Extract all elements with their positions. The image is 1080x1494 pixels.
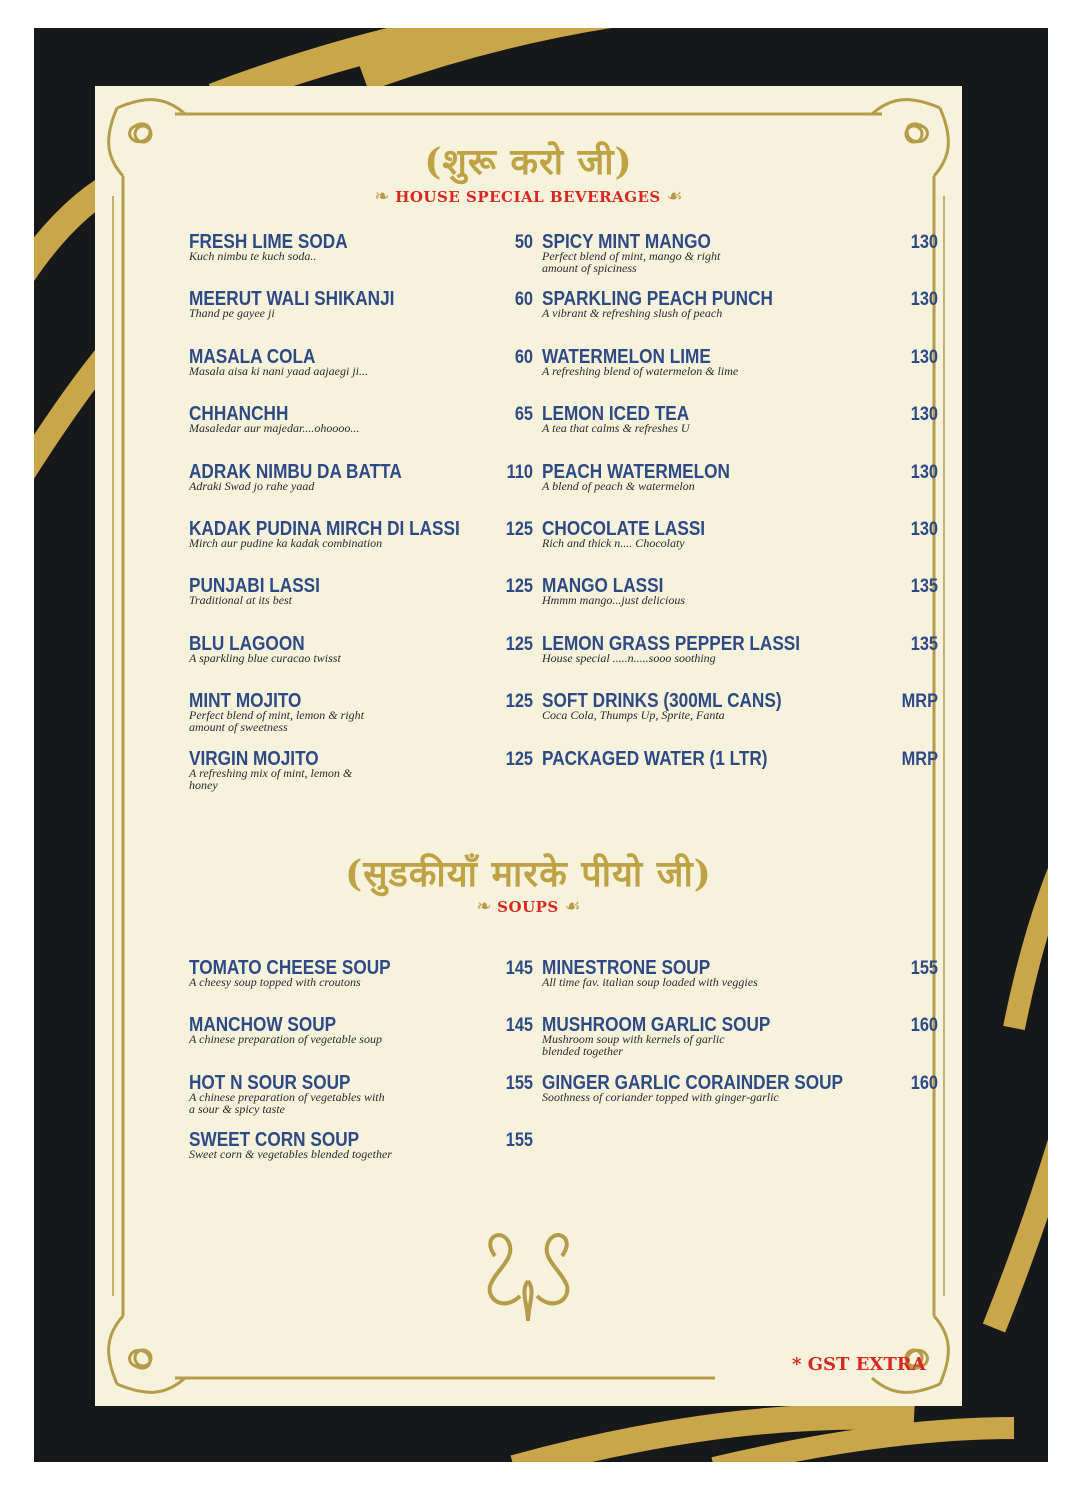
menu-item-price: MRP	[901, 691, 938, 713]
menu-item	[189, 1015, 382, 1045]
menu-item	[189, 1073, 385, 1115]
menu-item-name: PUNJABI LASSI	[189, 575, 320, 598]
menu-item-description: A chinese preparation of vegetables with a sour & spicy taste	[189, 1089, 385, 1116]
menu-item	[542, 1015, 808, 1057]
menu-item	[189, 232, 373, 262]
menu-item	[189, 404, 359, 434]
menu-item	[189, 749, 352, 791]
menu-item	[542, 747, 804, 770]
soups-section-title: ❧ SOUPS ☙	[476, 896, 581, 917]
menu-item-description: Traditional at its best	[189, 593, 293, 608]
menu-item	[189, 958, 423, 988]
menu-item-description: All time fav. italian soup loaded with veggies	[542, 975, 758, 989]
menu-item-description: Masaledar aur majedar....ohoooo...	[189, 421, 360, 436]
menu-item	[542, 1073, 892, 1103]
menu-item	[542, 958, 758, 988]
menu-item-price: 125	[505, 519, 533, 540]
menu-item-price: 160	[910, 1015, 938, 1037]
menu-item-description: Soothness of coriander topped with ginger-garlic	[542, 1089, 779, 1104]
menu-item-name: MINT MOJITO	[189, 690, 302, 713]
menu-item-name: HOT N SOUR SOUP	[189, 1071, 351, 1094]
menu-item	[542, 634, 842, 664]
menu-item-price: 130	[910, 346, 938, 368]
menu-item	[189, 634, 341, 664]
menu-item-price: 125	[505, 633, 533, 655]
menu-item-name: MANGO LASSI	[542, 575, 664, 598]
menu-item-description: House special .....n.....sooo soothing	[542, 650, 716, 665]
left-flourish-icon: ❧	[476, 896, 498, 917]
menu-item-description: Thand pe gayee ji	[189, 306, 275, 321]
menu-item-description: Perfect blend of mint, lemon & right amount of sweetness	[189, 708, 364, 735]
menu-item-price: 135	[910, 576, 938, 598]
menu-paper	[95, 86, 962, 1406]
menu-item	[189, 347, 368, 377]
right-flourish-icon: ☙	[660, 186, 683, 207]
menu-item	[542, 289, 811, 319]
menu-item-price: 145	[505, 958, 533, 979]
menu-item-name: LEMON ICED TEA	[542, 403, 690, 426]
menu-item-description: Perfect blend of mint, mango & right amount of spiciness	[542, 249, 721, 275]
menu-item	[542, 691, 821, 721]
menu-item-price: MRP	[901, 748, 938, 770]
menu-item-price: 110	[506, 461, 533, 483]
menu-item-price: 135	[910, 633, 938, 655]
menu-item-price: 145	[505, 1015, 533, 1037]
menu-item	[542, 462, 761, 492]
menu-item-description: A chinese preparation of vegetable soup	[189, 1032, 382, 1047]
menu-item-description: A vibrant & refreshing slush of peach	[542, 306, 723, 321]
menu-item-name: MINESTRONE SOUP	[542, 957, 711, 979]
menu-item	[542, 519, 732, 549]
menu-item-name: SOFT DRINKS (300ML CANS)	[542, 690, 782, 713]
menu-item-name: FRESH LIME SODA	[189, 231, 348, 253]
menu-item-description: Adraki Swad jo rahe yaad	[189, 478, 315, 493]
menu-item-description: Rich and thick n.... Chocolaty	[542, 536, 685, 550]
menu-item-price: 130	[910, 404, 938, 426]
menu-item-description: Sweet corn & vegetables blended together	[189, 1147, 392, 1162]
menu-item-price: 130	[910, 232, 938, 253]
menu-item	[189, 576, 341, 606]
left-flourish-icon: ❧	[374, 186, 396, 207]
menu-item-price: 65	[514, 404, 533, 426]
menu-item-price: 125	[505, 748, 533, 770]
menu-item-name: KADAK PUDINA MIRCH DI LASSI	[189, 518, 460, 540]
menu-item-description: A tea that calms & refreshes U	[542, 421, 690, 436]
menu-item-description: Hmmm mango...just delicious	[542, 593, 685, 608]
menu-item	[189, 1130, 392, 1160]
menu-item-description: Coca Cola, Thumps Up, Sprite, Fanta	[542, 708, 725, 723]
right-flourish-icon: ☙	[558, 896, 581, 917]
menu-item-price: 155	[505, 1072, 533, 1094]
menu-item-description: A refreshing blend of watermelon & lime	[542, 363, 739, 378]
menu-item-name: ADRAK NIMBU DA BATTA	[189, 460, 402, 483]
menu-item-name: SPARKLING PEACH PUNCH	[542, 288, 773, 311]
menu-item-name: SWEET CORN SOUP	[189, 1129, 360, 1152]
menu-item-price: 160	[910, 1072, 938, 1094]
menu-item-description: A refreshing mix of mint, lemon & honey	[189, 765, 353, 792]
menu-item-name: TOMATO CHEESE SOUP	[189, 957, 391, 979]
menu-item	[189, 289, 428, 319]
menu-item	[542, 347, 738, 377]
menu-item-name: MEERUT WALI SHIKANJI	[189, 288, 395, 311]
menu-item	[189, 519, 504, 549]
menu-item-description: Mirch aur pudine ka kadak combination	[189, 536, 383, 550]
menu-item-name: MANCHOW SOUP	[189, 1014, 337, 1037]
menu-item-name: GINGER GARLIC CORAINDER SOUP	[542, 1071, 844, 1094]
menu-item-description: A blend of peach & watermelon	[542, 478, 695, 493]
soups-hindi-heading: (सुडकीयाँ मारके पीयो जी)	[345, 853, 712, 895]
menu-item-price: 155	[910, 958, 938, 979]
menu-item-price: 130	[910, 289, 938, 311]
menu-item-name: MASALA COLA	[189, 345, 316, 368]
menu-item-price: 125	[505, 576, 533, 598]
menu-item	[542, 576, 685, 606]
menu-item-description: Mushroom soup with kernels of garlic blended together	[542, 1032, 725, 1059]
gst-extra-note: * GST EXTRA	[792, 1354, 926, 1375]
menu-item	[189, 462, 436, 492]
menu-item-description: A sparkling blue curacao twisst	[189, 650, 341, 665]
menu-item-name: SPICY MINT MANGO	[542, 231, 711, 253]
menu-item-description: Masala aisa ki nani yaad aajaegi ji...	[189, 363, 368, 378]
menu-item-name: CHHANCHH	[189, 403, 289, 426]
menu-item-price: 50	[514, 232, 533, 253]
menu-item	[189, 691, 364, 733]
menu-item-name: WATERMELON LIME	[542, 345, 711, 368]
menu-item-name: CHOCOLATE LASSI	[542, 518, 706, 540]
menu-item-description: A cheesy soup topped with croutons	[189, 975, 361, 989]
menu-item-name: VIRGIN MOJITO	[189, 747, 319, 770]
ornamental-frame	[95, 86, 962, 1406]
beverages-hindi-heading: (शुरू करो जी)	[424, 141, 633, 183]
menu-item-name: PEACH WATERMELON	[542, 460, 730, 483]
menu-item	[542, 232, 738, 274]
menu-item-name: PACKAGED WATER (1 LTR)	[542, 747, 768, 770]
menu-item-price: 155	[505, 1130, 533, 1152]
menu-item-price: 60	[514, 346, 533, 368]
menu-item-description: Kuch nimbu te kuch soda..	[189, 249, 317, 263]
menu-item-price: 130	[910, 461, 938, 483]
menu-item	[542, 404, 713, 434]
menu-item-price: 60	[514, 289, 533, 311]
menu-item-name: MUSHROOM GARLIC SOUP	[542, 1014, 771, 1037]
menu-item-name: BLU LAGOON	[189, 632, 305, 655]
beverages-section-title: ❧ HOUSE SPECIAL BEVERAGES ☙	[374, 186, 683, 207]
menu-item-price: 125	[505, 691, 533, 713]
menu-item-name: LEMON GRASS PEPPER LASSI	[542, 632, 801, 655]
menu-item-price: 130	[910, 519, 938, 540]
